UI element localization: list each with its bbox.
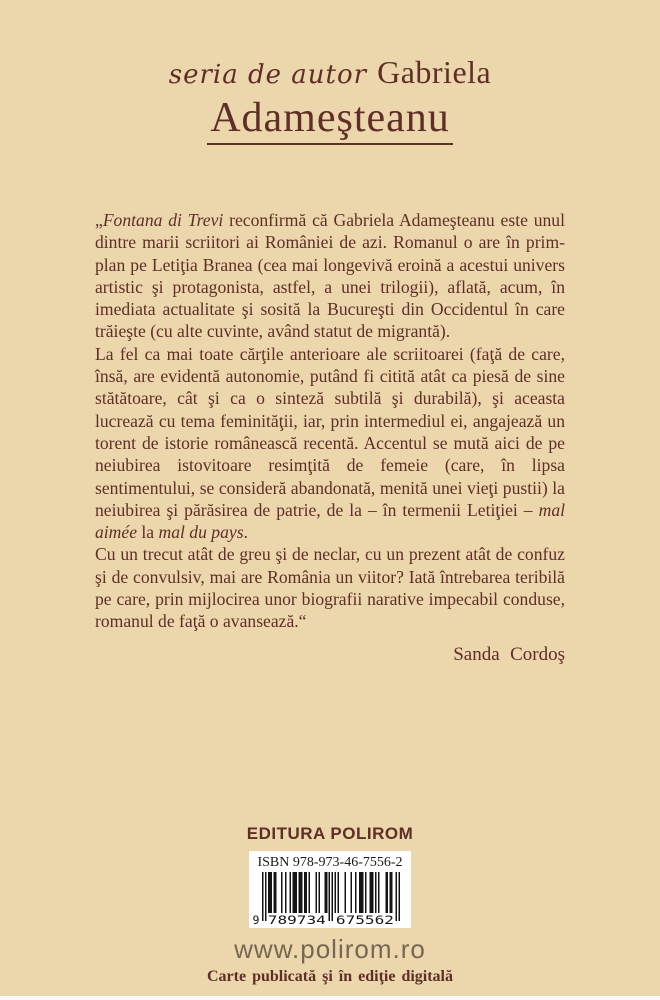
series-label: seria de autor bbox=[168, 60, 368, 90]
ean13-barcode bbox=[252, 872, 408, 926]
author-first-name: Gabriela bbox=[377, 54, 492, 90]
scan-edge-strip bbox=[0, 996, 660, 1000]
review-quote bbox=[95, 209, 565, 666]
svg-text:789734: 789734 bbox=[267, 913, 326, 926]
quote-paragraph: La fel ca mai toate cărţile anterioare ale scriitoarei (faţă de care, însă, are evidentă autonomie, putând fi citită atât ca piesă de sine stătătoare, cât şi ca o sinteză subtilă şi durabilă), şi aceasta lucrează cu tema feminităţii, iar, prin intermediul ei, angajează un torent de istorie românească recentă. Accentul se mută aici de pe neiubirea istovitoare resimţită de femeie (care, în lipsa sentimentului, se consideră abandonată, menită unei vieţi pustii) la neiubirea şi părăsirea de patrie, de la – în termenii Letiţiei – mal aimée la mal du pays. bbox=[95, 343, 565, 543]
publisher-name: EDITURA POLIROM bbox=[246, 824, 414, 843]
publisher-website: www.polirom.ro bbox=[234, 934, 426, 964]
svg-text:675562: 675562 bbox=[335, 913, 394, 926]
quote-paragraph: Cu un trecut atât de greu şi de neclar, cu un prezent atât de confuz şi de convulsiv, mai are România un viitor? Iată întrebarea teribilă pe care, prin mijlocirea unor biografii narative impecabil conduse, romanul de faţă o avansează.“ bbox=[95, 544, 565, 632]
isbn-label: ISBN 978-973-46-7556-2 bbox=[257, 855, 403, 870]
quote-paragraphs bbox=[95, 209, 565, 633]
reviewer-signature: Sanda Cordoş bbox=[453, 643, 565, 665]
series-header bbox=[0, 0, 660, 145]
digital-edition-note: Carte publicată şi în ediţie digitală bbox=[207, 968, 453, 985]
svg-text:9: 9 bbox=[252, 913, 260, 926]
series-line bbox=[0, 54, 660, 97]
author-last-name: Adameşteanu bbox=[207, 97, 453, 145]
isbn-barcode-box bbox=[249, 851, 411, 928]
quote-paragraph: „Fontana di Trevi reconfirmă că Gabriela Adameşteanu este unul dintre marii scriitori ai României de azi. Romanul o are în prim-plan pe Letiţia Branea (cea mai longevivă eroină a acestui univers artistic şi protagonista, astfel, a unei trilogii), aflată, acum, în imediata actualitate şi sosită la Bucureşti din Occidentul în care trăieşte (cu alte cuvinte, având statut de migrantă). bbox=[95, 210, 565, 342]
publisher-footer bbox=[0, 824, 660, 986]
